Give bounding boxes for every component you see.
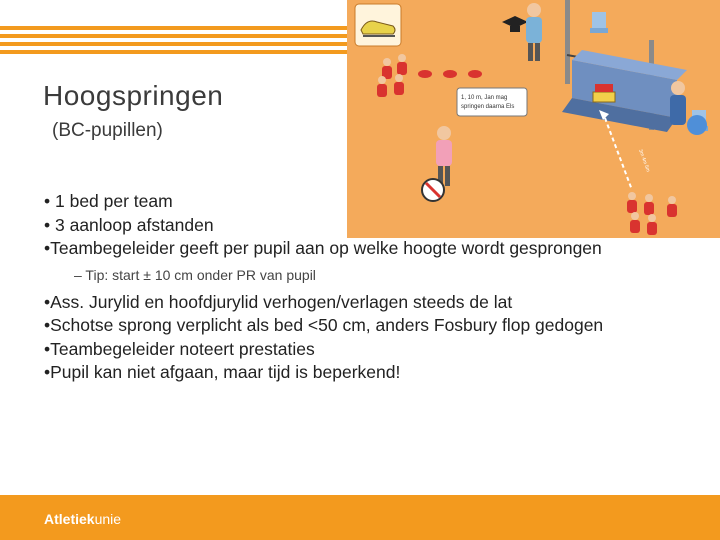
coach-person bbox=[436, 126, 452, 186]
graduation-cap-icon bbox=[502, 16, 528, 32]
header-stripe bbox=[0, 26, 350, 30]
slide-subtitle: (BC-pupillen) bbox=[52, 120, 163, 141]
brick-stack bbox=[593, 84, 615, 102]
bullet-list bbox=[44, 190, 634, 385]
svg-text:3m 4m 5m: 3m 4m 5m bbox=[637, 148, 651, 173]
header-stripe bbox=[0, 34, 350, 38]
jury-person bbox=[526, 3, 542, 61]
bullet-item: •Teambegeleider geeft per pupil aan op welke hoogte wordt gesprongen bbox=[44, 238, 602, 258]
header-stripe bbox=[0, 50, 350, 54]
sneaker-icon bbox=[355, 4, 401, 46]
header-stripe bbox=[0, 42, 350, 46]
bullet-item: • 3 aanloop afstanden bbox=[44, 214, 214, 235]
pupil-group bbox=[377, 54, 407, 97]
bullet-item: •Ass. Jurylid en hoofdjurylid verhogen/verlagen steeds de lat bbox=[44, 291, 513, 312]
run-up-markers bbox=[418, 70, 482, 78]
landing-mat bbox=[562, 50, 687, 132]
measuring-tape bbox=[605, 118, 632, 190]
pupil-group bbox=[627, 192, 677, 235]
bullet-item: •Teambegeleider noteert prestaties bbox=[44, 338, 315, 359]
svg-text:springen daarna Els: springen daarna Els bbox=[461, 104, 515, 110]
jury-person bbox=[670, 81, 686, 125]
bullet-item: • 1 bed per team bbox=[44, 191, 173, 211]
atletiekunie-logo: Atletiekunie bbox=[44, 511, 122, 527]
svg-text:1, 10 m, Jan mag: 1, 10 m, Jan mag bbox=[461, 95, 508, 101]
slide-title: Hoogspringen bbox=[43, 80, 224, 111]
sub-bullet-item: – Tip: start ± 10 cm onder PR van pupil bbox=[74, 266, 316, 283]
ball-icon bbox=[687, 115, 707, 135]
chair-icon bbox=[590, 12, 608, 33]
upright-left bbox=[565, 0, 570, 84]
bullet-item: •Pupil kan niet afgaan, maar tijd is beperkend! bbox=[44, 362, 401, 382]
speech-bubble bbox=[457, 88, 527, 116]
bullet-item: •Schotse sprong verplicht als bed <50 cm, anders Fosbury flop gedogen bbox=[44, 315, 604, 335]
